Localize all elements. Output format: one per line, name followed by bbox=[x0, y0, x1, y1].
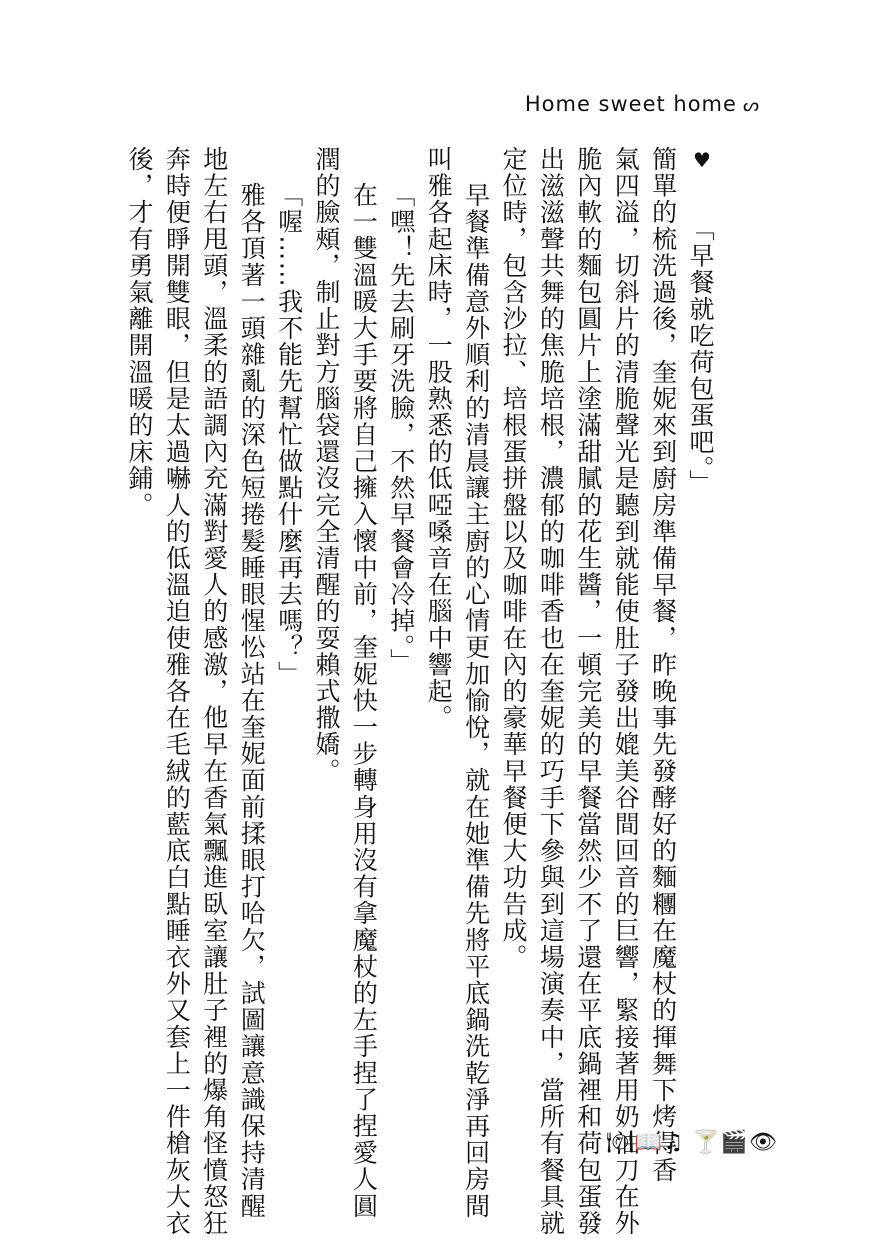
text-column: 奔時便睜開雙眼，但是太過嚇人的低溫迫使雅各在毛絨的藍底白點睡衣外又套上一件槍灰大衣 bbox=[162, 146, 192, 1237]
text-column: 氣四溢，切斜片的清脆聲光是聽到就能使肚子發出媲美谷間回音的巨響，緊接著用奶油刀在外 bbox=[611, 146, 641, 1237]
footer-icons: 🍽📖♫ 🍸🎬👁 bbox=[606, 1130, 778, 1155]
text-column: 「早餐就吃荷包蛋吧。」 bbox=[686, 216, 715, 497]
vertical-text-body bbox=[118, 146, 718, 1237]
text-column: 在一雙溫暖大手要將自己擁入懷中前，奎妮快一步轉身用沒有拿魔杖的左手捏了捏愛人圓 bbox=[349, 182, 379, 1220]
text-column: 簡單的梳洗過後，奎妮來到廚房準備早餐，昨晚事先發酵好的麵糰在魔杖的揮舞下烤得香 bbox=[648, 146, 678, 1184]
text-column: 定位時，包含沙拉、培根蛋拼盤以及咖啡在內的豪華早餐便大功告成。 bbox=[499, 146, 528, 971]
swirl-icon: ᔕ bbox=[742, 95, 760, 116]
text-column: 後，才有勇氣離開溫暖的床鋪。 bbox=[125, 146, 154, 519]
header-title: Home sweet home bbox=[524, 92, 737, 116]
running-header bbox=[525, 92, 760, 116]
text-column: 「嘿！先去刷牙洗臉，不然早餐會冷掉。」 bbox=[386, 182, 416, 675]
text-column: 雅各頂著一頭雜亂的深色短捲髮睡眼惺忪站在奎妮面前揉眼打哈欠，試圖讓意識保持清醒 bbox=[237, 182, 267, 1220]
text-column: 地左右甩頭，溫柔的語調內充滿對愛人的感激，他早在香氣飄進臥室讓肚子裡的爆角怪憤怒狂 bbox=[199, 146, 229, 1237]
text-column: 「喔……我不能先幫忙做點什麼再去嗎？」 bbox=[274, 182, 304, 688]
text-column: 潤的臉頰，制止對方腦袋還沒完全清醒的耍賴式撒嬌。 bbox=[312, 146, 341, 785]
text-column: 早餐準備意外順利的清晨讓主廚的心情更加愉悅，就在她準備先將平底鍋洗乾淨再回房間 bbox=[461, 182, 491, 1220]
text-column: 出滋滋聲共舞的焦脆培根，濃郁的咖啡香也在奎妮的巧手下參與到這場演奏中，當所有餐具就 bbox=[536, 146, 566, 1237]
text-column: 脆內軟的麵包圓片上塗滿甜膩的花生醬，一頓完美的早餐當然少不了還在平底鍋裡和荷包蛋發 bbox=[573, 146, 603, 1237]
heart-icon: ♥ bbox=[693, 148, 711, 172]
text-column: 叫雅各起床時，一股熟悉的低啞嗓音在腦中響起。 bbox=[424, 146, 454, 732]
